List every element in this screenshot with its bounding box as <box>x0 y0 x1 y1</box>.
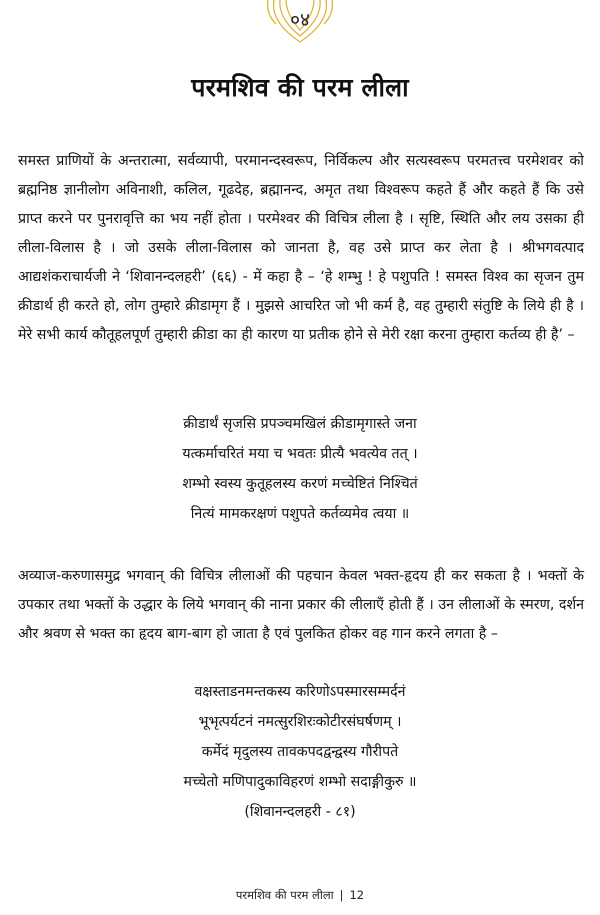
page-title: परमशिव की परम लीला <box>191 73 409 102</box>
page-number: 12 <box>349 888 365 902</box>
verse-line: मच्चेतो मणिपादुकाविहरणं शम्भो सदाङ्गीकुरु ॥ <box>183 774 417 790</box>
verse-line: क्रीडार्थं सृजसि प्रपञ्चमखिलं क्रीडामृगास्ते जना <box>183 416 417 432</box>
verse-citation: (शिवानन्दलहरी - ८१) <box>244 804 356 820</box>
footer-separator: | <box>339 888 344 902</box>
sanskrit-verse-1 <box>0 409 600 529</box>
body-paragraph-1: समस्त प्राणियों के अन्तरात्मा, सर्वव्यापी, परमानन्दस्वरूप, निर्विकल्प और सत्यस्वरूप परमतत्त्व परमेशवर को ब्रह्मनिष्ठ ज्ञानीलोग अविनाशी, कलिल, गूढदेह, ब्रह्मानन्द, अमृत तथा विश्वरूप कहते हैं और कहते हैं कि उसे प्राप्त करने पर पुनरावृत्ति का भय नहीं होता । परमेश्वर की विचित्र लीला है । सृष्टि, स्थिति और लय उसका ही लीला-विलास है । जो उसके लीला-विलास को जानता है, वह उसे प्राप्त कर लेता है । श्रीभगवत्पाद आद्यशंकराचार्यजी ने ‘शिवानन्दलहरी’ (६६) - में कहा है – ‘हे शम्भु ! हे पशुपति ! समस्त विश्व का सृजन तुम क्रीडार्थ ही करते हो, लोग तुम्हारे क्रीडामृग हैं । मुझसे आचरित जो भी कर्म है, वह तुम्हारी संतुष्टि के लिये ही है । मेरे सभी कार्य कौतूहलपूर्ण तुम्हारी क्रीडा का ही कारण या प्रतीक होने से मेरी रक्षा करना तुम्हारा कर्तव्य ही है’ – <box>18 153 584 343</box>
verse-line: शम्भो स्वस्य कुतूहलस्य करणं मच्चेष्टितं निश्चितं <box>182 476 418 492</box>
chapter-badge <box>264 0 336 44</box>
chapter-number: ०४ <box>290 9 310 31</box>
verse-line: नित्यं मामकरक्षणं पशुपते कर्तव्यमेव त्वया ॥ <box>190 506 410 522</box>
verse-line: भूभृत्पर्यटनं नमत्सुरशिरःकोटीरसंघर्षणम् । <box>198 714 402 730</box>
verse-line: यत्कर्माचरितं मया च भवतः प्रीत्यै भवत्येव तत् । <box>182 446 418 462</box>
body-paragraph-2: अव्याज-करुणासमुद्र भगवान् की विचित्र लीलाओं की पहचान केवल भक्त-हृदय ही कर सकता है । भक्तों के उपकार तथा भक्तों के उद्धार के लिये भगवान् की नाना प्रकार की लीलाएँ होती हैं । उन लीलाओं के स्मरण, दर्शन और श्रवण से भक्त का हृदय बाग-बाग हो जाता है एवं पुलकित होकर वह गान करने लगता है – <box>18 568 584 642</box>
sanskrit-verse-2 <box>0 677 600 827</box>
verse-line: वक्षस्ताडनमन्तकस्य करिणोऽपस्मारसम्मर्दनं <box>194 684 406 700</box>
page-footer <box>0 888 600 903</box>
footer-title: परमशिव की परम लीला <box>235 888 334 902</box>
verse-line: कर्मेदं मृदुलस्य तावकपदद्वन्द्वस्य गौरीपते <box>201 744 399 760</box>
